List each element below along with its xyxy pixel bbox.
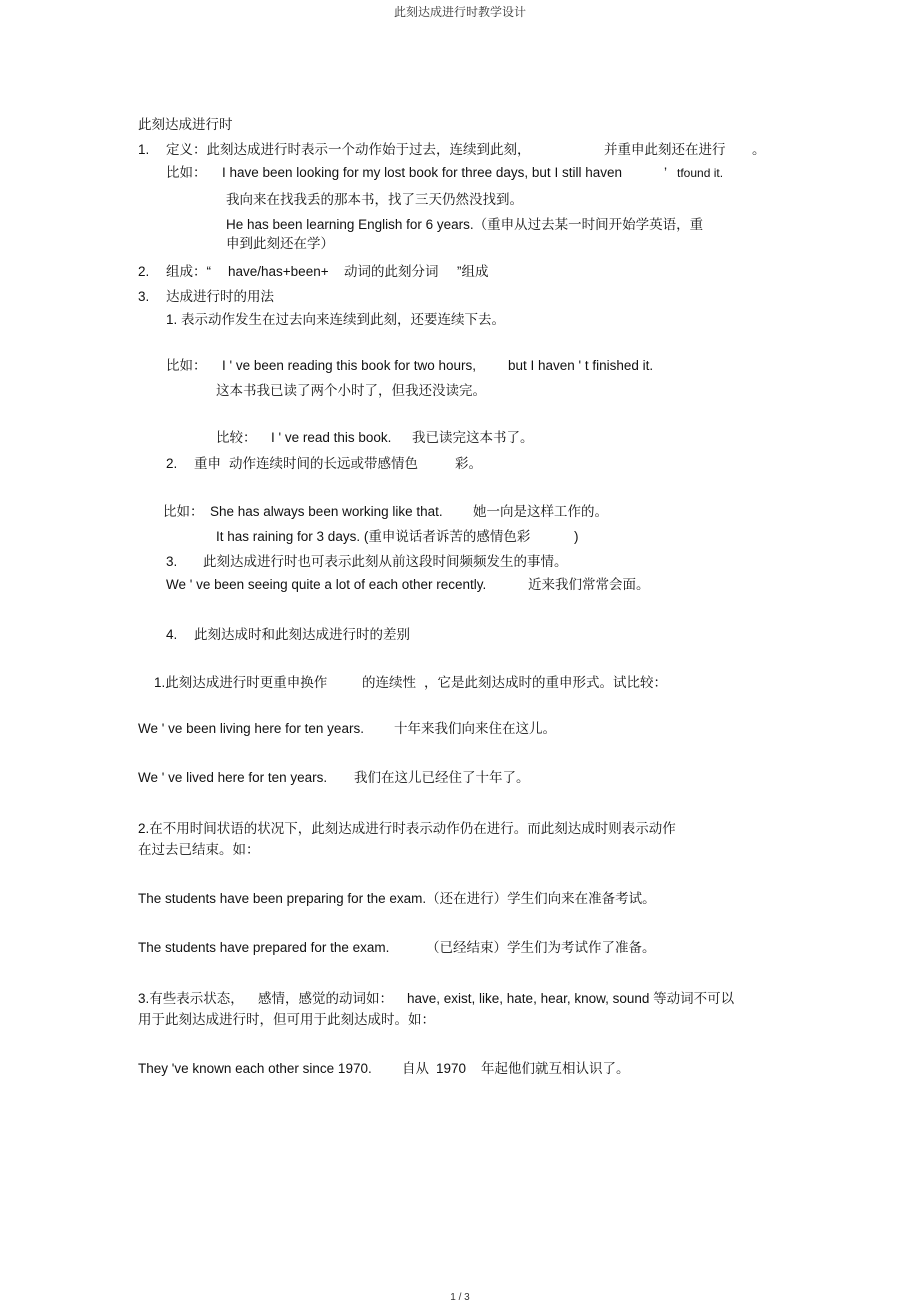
difference-1-example-2-english: We ' ve lived here for ten years. bbox=[138, 770, 328, 785]
section-2-formula: have/has+been+ bbox=[228, 264, 329, 279]
page-header-title: 此刻达成进行时教学设计 bbox=[393, 5, 526, 19]
usage-4-title: 此刻达成时和此刻达成进行时的差别 bbox=[194, 627, 410, 642]
difference-1-text-end: ，它是此刻达成时的重申形式。试比较： bbox=[424, 675, 667, 690]
difference-3-example-since: 自从 bbox=[402, 1061, 429, 1076]
section-3-number: 3. bbox=[138, 289, 150, 304]
difference-2-line-1: 2.在不用时间状语的状况下，此刻达成进行时表示动作仍在进行。而此刻达成时则表示动作 bbox=[138, 821, 676, 836]
difference-3-example-year: 1970 bbox=[436, 1061, 467, 1076]
section-1-period: 。 bbox=[752, 142, 766, 157]
usage-2-chinese: 她一向是这样工作的。 bbox=[473, 504, 608, 519]
difference-2-example-2-chinese: （已经结束）学生们为考试作了准备。 bbox=[426, 940, 656, 955]
usage-2-label: 比如： bbox=[163, 504, 204, 519]
difference-1-text: 1.此刻达成进行时更重申换作 bbox=[154, 675, 328, 690]
difference-3-example-chinese: 年起他们就互相认识了。 bbox=[481, 1061, 630, 1076]
usage-1-text: 1. 表示动作发生在过去向来连续到此刻，还要连续下去。 bbox=[166, 312, 506, 327]
usage-2-example-2-paren: ) bbox=[574, 529, 579, 544]
example-2-line-1: He has been learning English for 6 years.（重申从过去某一时间开始学英语，重 bbox=[226, 217, 704, 232]
document-title: 此刻达成进行时 bbox=[138, 117, 233, 132]
example-1-english: I have been looking for my lost book for three days, but I still haven bbox=[222, 165, 622, 180]
usage-4-number: 4. bbox=[166, 627, 178, 642]
usage-2-text: 动作连续时间的长远或带感情色 bbox=[229, 456, 418, 471]
difference-1-example-1-chinese: 十年来我们向来住在这儿。 bbox=[394, 721, 556, 736]
example-1-chinese: 我向来在找我丢的那本书，找了三天仍然没找到。 bbox=[226, 192, 523, 207]
usage-1-english-b: but I haven ' t finished it. bbox=[508, 358, 654, 373]
difference-2-line-2: 在过去已结束。如： bbox=[138, 842, 260, 857]
usage-2-example-2: It has raining for 3 days. (重申说话者诉苦的感情色彩 bbox=[216, 529, 531, 544]
usage-1-chinese: 这本书我已读了两个小时了，但我还没读完。 bbox=[216, 383, 486, 398]
difference-3-line-2: 用于此刻达成进行时，但可用于此刻达成时。如： bbox=[138, 1012, 435, 1027]
usage-2-emphasis: 重申 bbox=[194, 456, 221, 471]
difference-1-example-2-chinese: 我们在这儿已经住了十年了。 bbox=[354, 770, 530, 785]
usage-3-english: We ' ve been seeing quite a lot of each other recently. bbox=[166, 577, 487, 592]
difference-3-text-a: 3.有些表示状态， bbox=[138, 991, 244, 1006]
example-2-line-2: 申到此刻还在学） bbox=[226, 236, 334, 251]
section-2-number: 2. bbox=[138, 264, 150, 279]
section-3-title: 达成进行时的用法 bbox=[166, 289, 274, 304]
section-2-participle: 动词的此刻分词 bbox=[344, 264, 439, 279]
section-1-definition-tail: 并重申此刻还在进行 bbox=[604, 142, 726, 157]
difference-2-example-1: The students have been preparing for the exam.（还在进行）学生们向来在准备考试。 bbox=[138, 891, 656, 906]
example-1-ending: tfound it. bbox=[677, 166, 724, 180]
difference-3-verb-list: have, exist, like, hate, hear, know, sound 等动词不可以 bbox=[407, 991, 735, 1006]
difference-3-text-b: 感情，感觉的动词如： bbox=[258, 991, 393, 1006]
example-1-apostrophe: ’ bbox=[664, 165, 667, 180]
page-number: 1 / 3 bbox=[450, 1292, 470, 1303]
usage-2-english: She has always been working like that. bbox=[210, 504, 443, 519]
usage-3-chinese: 近来我们常常会面。 bbox=[528, 577, 650, 592]
section-1-definition: 定义：此刻达成进行时表示一个动作始于过去，连续到此刻， bbox=[166, 142, 531, 157]
compare-chinese: 我已读完这本书了。 bbox=[412, 430, 534, 445]
usage-1-label: 比如： bbox=[166, 358, 207, 373]
usage-2-number: 2. bbox=[166, 456, 178, 471]
example-1-label: 比如： bbox=[166, 165, 207, 180]
usage-1-english-a: I ' ve been reading this book for two hours, bbox=[222, 358, 476, 373]
usage-3-text: 此刻达成进行时也可表示此刻从前这段时间频频发生的事情。 bbox=[203, 554, 568, 569]
compare-label: 比较： bbox=[216, 430, 257, 445]
difference-2-example-2-english: The students have prepared for the exam. bbox=[138, 940, 390, 955]
difference-3-example-english: They 've known each other since 1970. bbox=[138, 1061, 372, 1076]
section-2-label: 组成：“ bbox=[166, 264, 211, 279]
difference-1-continuity: 的连续性 bbox=[362, 675, 416, 690]
difference-1-example-1-english: We ' ve been living here for ten years. bbox=[138, 721, 364, 736]
usage-3-number: 3. bbox=[166, 554, 178, 569]
section-1-number: 1. bbox=[138, 142, 150, 157]
compare-english: I ' ve read this book. bbox=[271, 430, 392, 445]
section-2-ending: ”组成 bbox=[457, 264, 489, 279]
usage-2-text-end: 彩。 bbox=[455, 456, 482, 471]
